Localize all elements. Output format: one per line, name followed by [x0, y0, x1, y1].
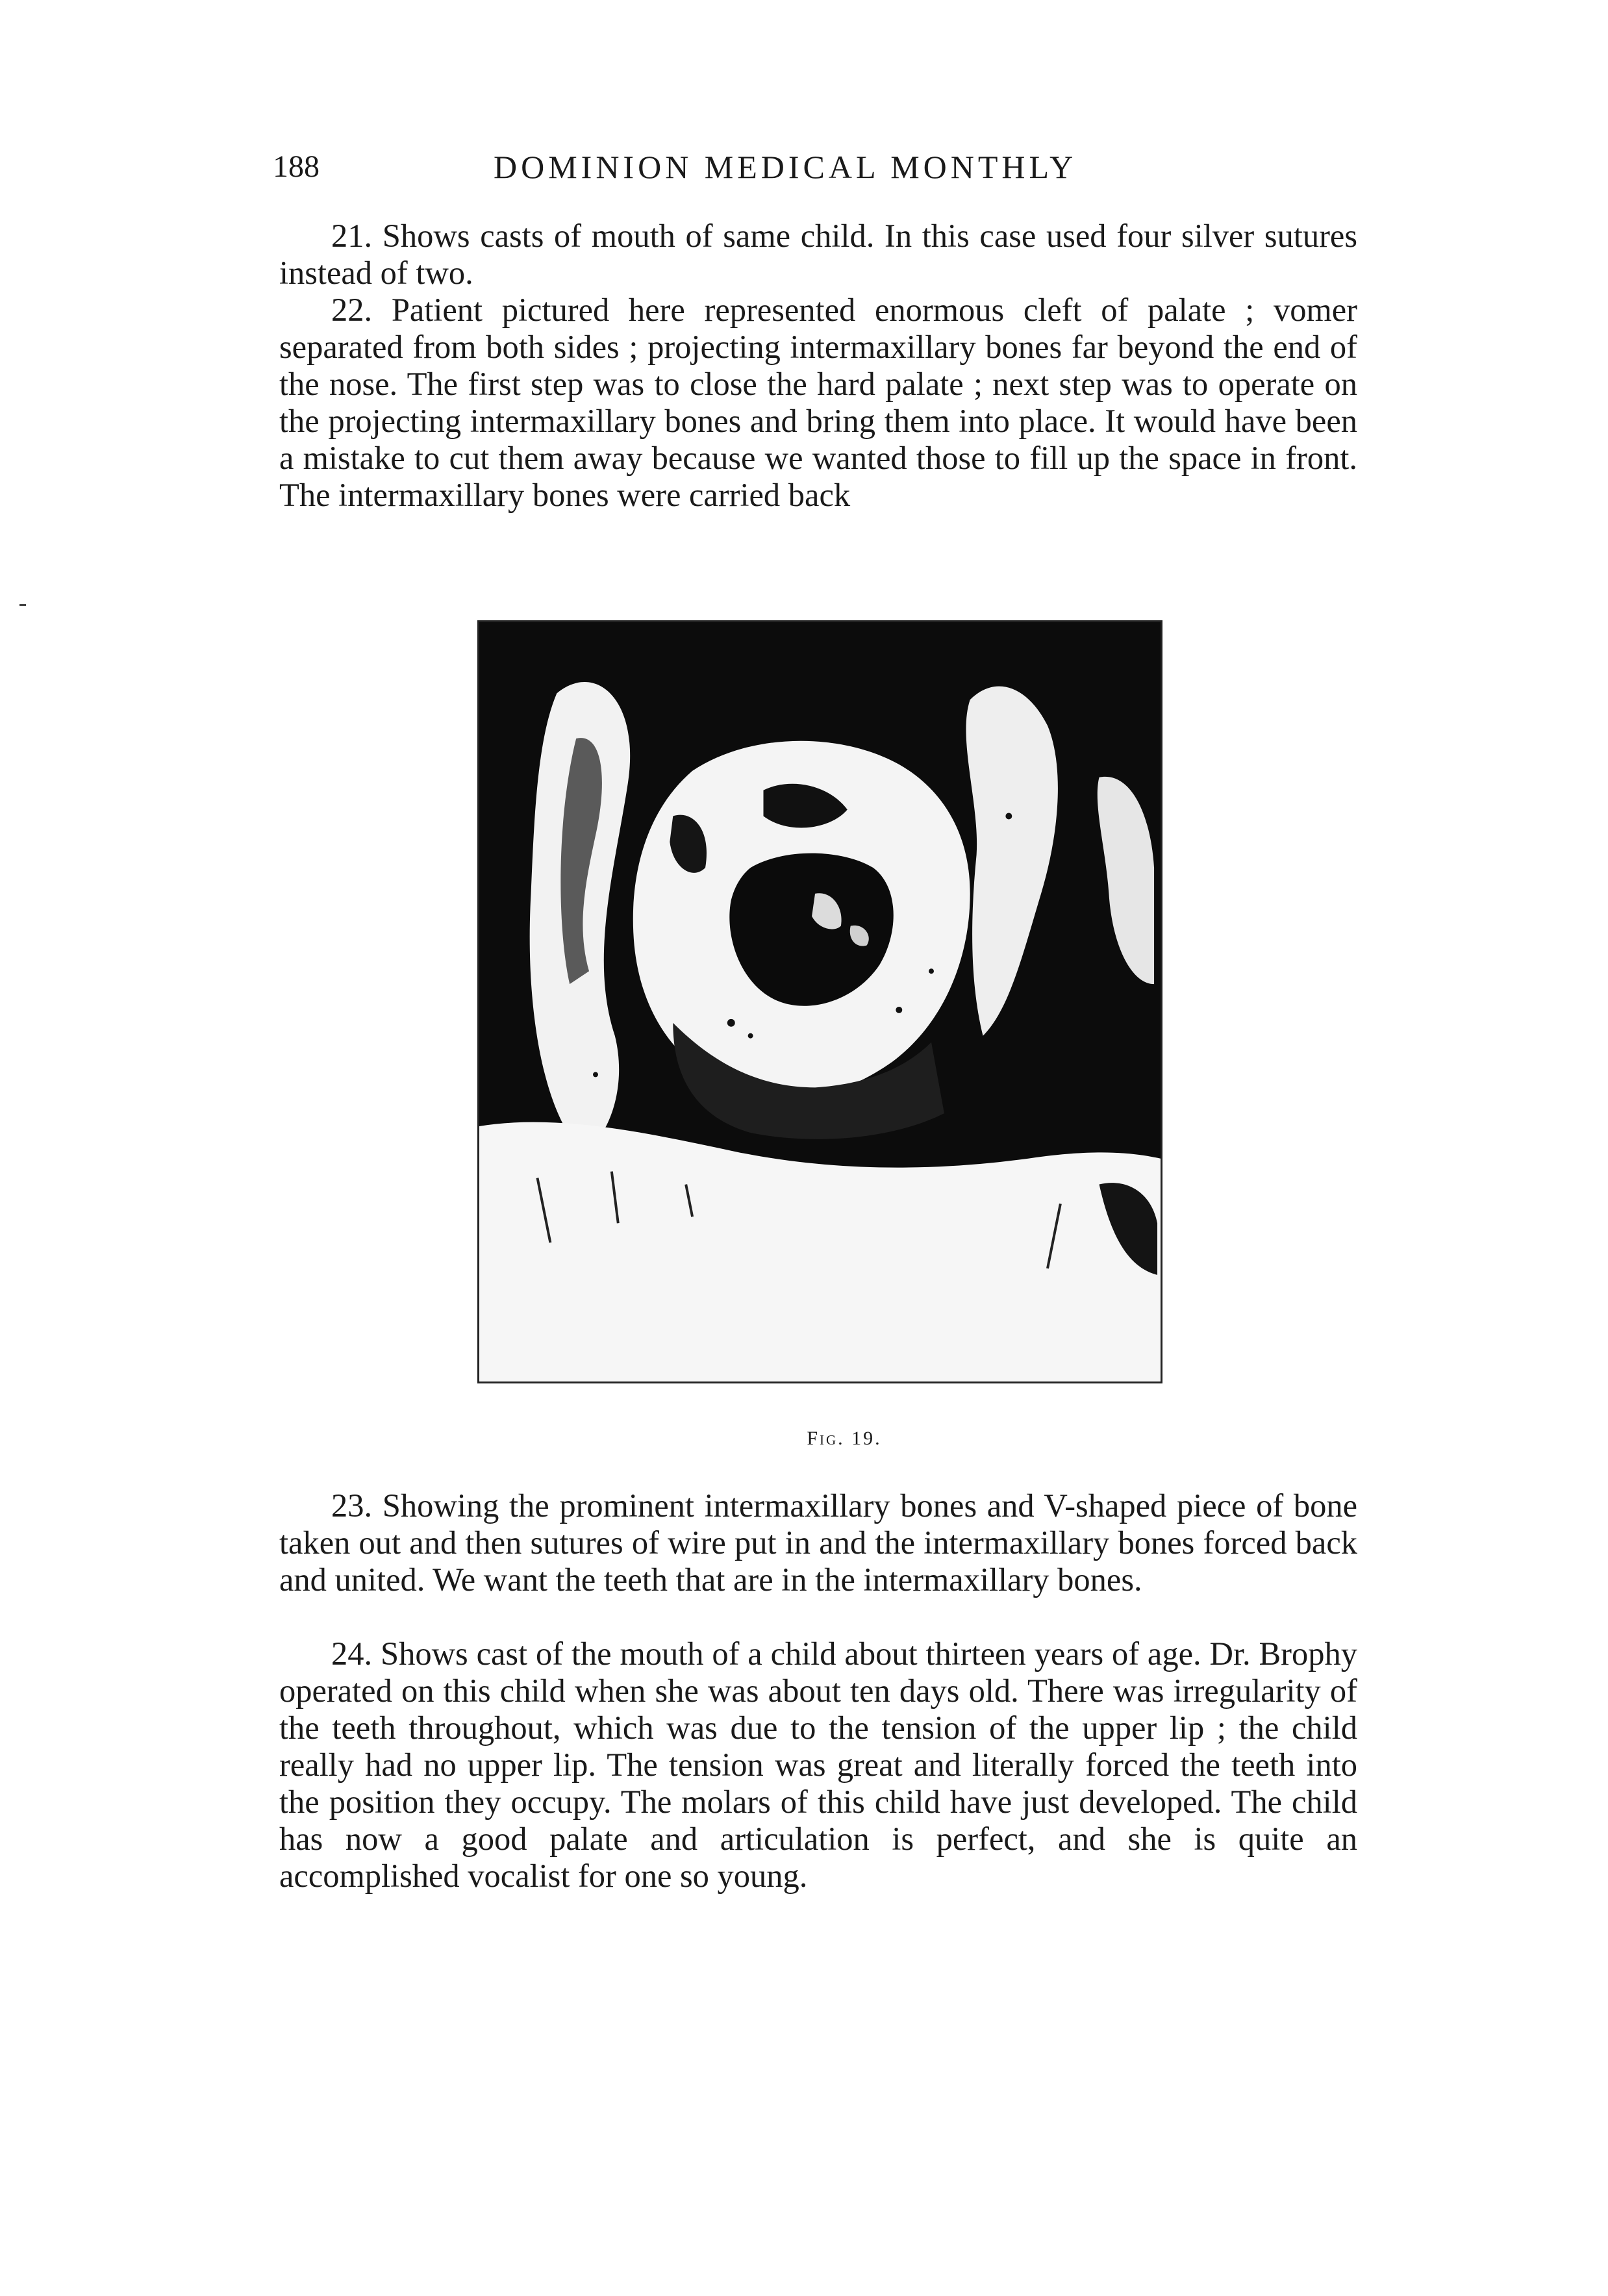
paragraph-22: 22. Patient pictured here represented enormous cleft of palate ; vomer separated from both sides ; projecting intermaxillary bones far beyond the end of the nose. The first step was to close the hard palate ; next step was to operate on the projecting intermaxillary bones and bring them into place. It would have been a mistake to cut them away because we wanted those to fill up the space in front. The intermaxillary bones were carried back: [279, 292, 1357, 513]
page-number: 188: [273, 149, 320, 184]
figure-photograph: [477, 620, 1162, 1383]
page-header: [273, 144, 1377, 190]
photo-halftone: [479, 622, 1161, 1381]
figure-caption: Fig. 19.: [807, 1428, 882, 1449]
paragraph-21: 21. Shows casts of mouth of same child. In this case used four silver sutures instead of two.: [279, 218, 1357, 291]
paragraph-23: 23. Showing the prominent intermaxillary bones and V-shaped piece of bone taken out and then sutures of wire put in and the intermaxillary bones forced back and united. We want the teeth that are in the intermaxillary bones.: [279, 1487, 1357, 1598]
paragraph-24: 24. Shows cast of the mouth of a child about thirteen years of age. Dr. Brophy operated on this child when she was about ten days old. There was irregularity of the teeth throughout, which was due to the tension of the upper lip ; the child really had no upper lip. The tension was great and literally forced the teeth into the position they occupy. The molars of this child have just developed. The child has now a good palate and articulation is perfect, and she is quite an accomplished vocalist for one so young.: [279, 1635, 1357, 1894]
margin-mark: [19, 604, 26, 606]
running-head: DOMINION MEDICAL MONTHLY: [494, 149, 1077, 185]
